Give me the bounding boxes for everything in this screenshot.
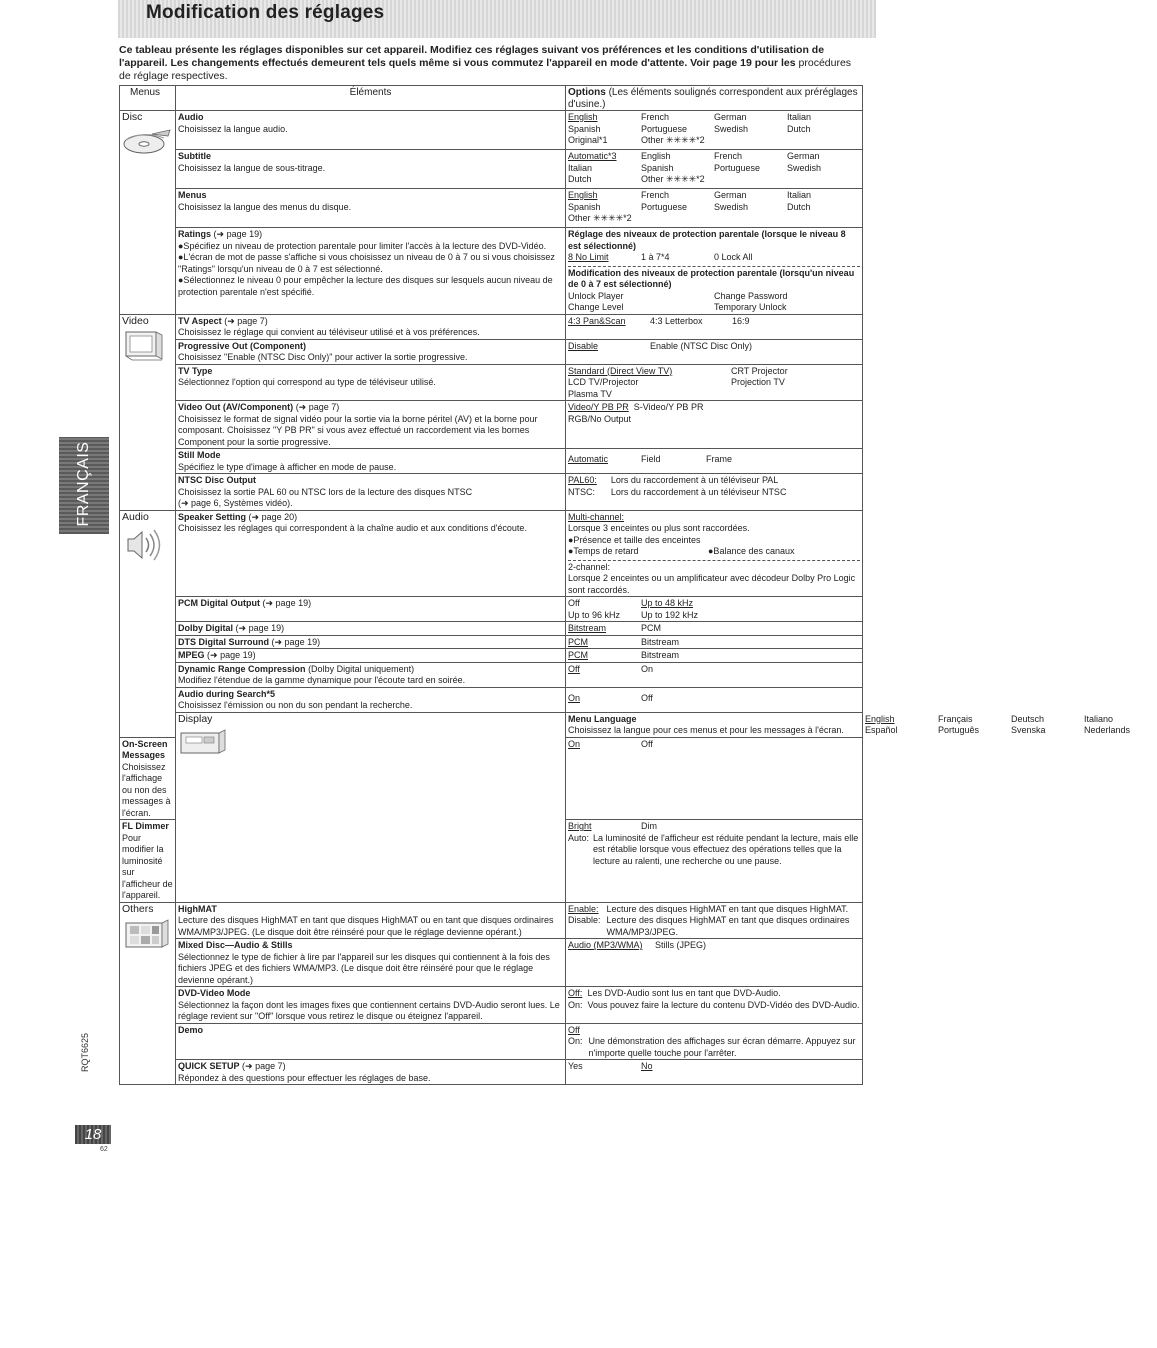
category-label: Disc xyxy=(122,111,143,123)
ratings-bullet-1: ●Spécifiez un niveau de protection parentale pour limiter l'accès à la lecture des DVD-Vidéo. xyxy=(178,240,547,251)
others-demo-options xyxy=(566,1023,863,1060)
category-display xyxy=(176,712,566,902)
setting-desc: (➜ page 6, Systèmes vidéo). xyxy=(178,498,293,508)
option-item: Français xyxy=(938,713,973,724)
audio-speaker-options xyxy=(566,510,863,597)
setting-note: (Dolby Digital uniquement) xyxy=(308,663,415,674)
table-row xyxy=(120,228,863,315)
table-header-row xyxy=(120,86,863,111)
settings-table xyxy=(119,85,1131,1085)
option-item: Spanish xyxy=(568,123,601,134)
setting-name: Subtitle xyxy=(178,151,211,161)
audio-drc-cell xyxy=(176,662,566,687)
category-others xyxy=(120,902,176,1085)
option-item: Swedish xyxy=(787,162,822,173)
display-panel-icon xyxy=(178,727,228,761)
display-osd-options xyxy=(566,737,863,820)
table-row xyxy=(120,510,863,597)
option-item: Other ✳✳✳✳*2 xyxy=(568,213,632,223)
option-item: ●Temps de retard xyxy=(568,546,639,556)
setting-name: Speaker Setting xyxy=(178,511,247,522)
option-item: 8 No Limit xyxy=(568,252,609,262)
option-item: Standard (Direct View TV) xyxy=(568,365,673,376)
option-item: Italian xyxy=(787,190,812,200)
disc-subtitle-cell xyxy=(176,150,566,189)
option-item: Field xyxy=(641,454,661,464)
setting-name: On-Screen Messages xyxy=(122,738,168,760)
setting-name: Audio during Search*5 xyxy=(178,688,276,699)
video-progressive-options xyxy=(566,339,863,364)
option-item: Other ✳✳✳✳*2 xyxy=(641,174,705,184)
option-item: German xyxy=(714,190,747,200)
setting-name: Ratings xyxy=(178,229,212,239)
table-row xyxy=(120,635,863,649)
audio-dolby-options xyxy=(566,622,863,636)
table-row xyxy=(120,649,863,663)
audio-dolby-cell xyxy=(176,622,566,636)
disc-icon xyxy=(122,126,172,160)
option-item: French xyxy=(714,151,743,161)
option-item: Español xyxy=(865,725,898,735)
option-item: Dutch xyxy=(787,123,811,134)
option-item: Swedish xyxy=(714,201,749,212)
option-item: Dutch xyxy=(568,174,592,184)
table-row xyxy=(120,189,863,228)
option-item: Up to 192 kHz xyxy=(641,609,699,620)
others-quick-setup-cell xyxy=(176,1060,566,1085)
option-item: Portuguese xyxy=(641,123,688,134)
option-item: Change Password xyxy=(714,290,788,301)
disc-audio-options xyxy=(566,111,863,150)
option-key: NTSC: xyxy=(568,486,595,497)
option-key: Enable: xyxy=(568,903,599,914)
option-item: Svenska xyxy=(1011,725,1046,735)
option-item: Up to 96 kHz xyxy=(568,609,621,620)
ratings-option-heading: Réglage des niveaux de protection parentale (lorsque le niveau 8 est sélectionné) xyxy=(568,229,846,251)
intro-paragraph xyxy=(119,44,861,83)
setting-name: Mixed Disc—Audio & Stills xyxy=(178,940,293,950)
setting-name: Still Mode xyxy=(178,450,221,460)
others-quick-setup-options xyxy=(566,1060,863,1085)
setting-name: MPEG xyxy=(178,650,205,660)
option-item: Spanish xyxy=(641,162,674,173)
option-item: Italian xyxy=(568,162,593,173)
table-row xyxy=(120,401,863,449)
ratings-bullet-3: ●Sélectionnez le niveau 0 pour empêcher la lecture des disques sur lesquels aucun niveau de protection parentale n'est spécifié. xyxy=(178,275,553,297)
option-item: Up to 48 kHz xyxy=(641,598,694,608)
option-item: Audio (MP3/WMA) xyxy=(568,940,643,950)
option-item: Off xyxy=(568,1024,580,1035)
setting-desc: Choisissez la sortie PAL 60 ou NTSC lors de la lecture des disques NTSC xyxy=(178,486,473,497)
option-item: Italian xyxy=(787,112,812,122)
option-item: Off xyxy=(568,598,580,608)
others-mixed-disc-cell xyxy=(176,939,566,987)
language-side-tab xyxy=(59,437,109,534)
category-disc xyxy=(120,111,176,315)
category-label: Audio xyxy=(122,510,149,523)
table-row xyxy=(120,1060,863,1085)
header-elements: Éléments xyxy=(176,86,566,111)
others-demo-cell xyxy=(176,1023,566,1060)
document-code: RQT6625 xyxy=(80,1032,90,1072)
option-item: ●Présence et taille des enceintes xyxy=(568,534,701,545)
option-value: Lors du raccordement à un téléviseur PAL xyxy=(610,475,779,485)
page-ref: (➜ page 19) xyxy=(235,623,285,633)
page-sub-number: 62 xyxy=(100,1146,108,1153)
option-item: Enable (NTSC Disc Only) xyxy=(650,340,753,351)
setting-name: FL Dimmer xyxy=(122,821,169,831)
setting-name: Audio xyxy=(178,112,204,122)
category-label: Others xyxy=(122,902,154,915)
setting-name: TV Type xyxy=(178,365,213,376)
setting-desc: Choisissez le réglage qui convient au téléviseur utilisé et à vos préférences. xyxy=(178,327,480,337)
intro-last-text: procédures de réglage respectives. xyxy=(119,57,852,82)
video-tv-type-cell xyxy=(176,364,566,401)
video-tv-aspect-cell xyxy=(176,314,566,339)
video-out-cell xyxy=(176,401,566,449)
setting-desc: Choisissez l'affichage ou non des messages à l'écran. xyxy=(122,761,171,818)
table-row xyxy=(120,449,863,474)
audio-speaker-cell xyxy=(176,510,566,597)
option-item: CRT Projector xyxy=(731,365,788,376)
audio-mpeg-cell xyxy=(176,649,566,663)
option-item: Dim xyxy=(641,821,657,831)
option-item: Deutsch xyxy=(1011,713,1045,724)
option-item: English xyxy=(865,713,895,724)
setting-desc: Choisissez la langue audio. xyxy=(178,123,288,134)
setting-name: DVD-Video Mode xyxy=(178,988,251,998)
option-item: Bitstream xyxy=(641,650,680,660)
option-item: Off xyxy=(641,692,653,703)
table-row xyxy=(120,111,863,150)
setting-name: Dolby Digital xyxy=(178,623,234,633)
table-row xyxy=(120,662,863,687)
video-ntsc-options xyxy=(566,474,863,511)
setting-desc: Modifiez l'étendue de la gamme dynamique pour l'écoute tard en soirée. xyxy=(178,675,466,685)
table-row xyxy=(120,687,863,712)
option-item: Unlock Player xyxy=(568,290,624,301)
option-item: Italiano xyxy=(1084,713,1114,724)
setting-name: TV Aspect xyxy=(178,315,222,326)
option-item: German xyxy=(787,151,820,161)
setting-name: PCM Digital Output xyxy=(178,598,260,608)
table-row xyxy=(120,902,863,939)
option-item: Original*1 xyxy=(568,135,608,145)
video-tv-type-options xyxy=(566,364,863,401)
display-fl-dimmer-options xyxy=(566,820,863,903)
setting-name: HighMAT xyxy=(178,903,217,914)
audio-pcm-cell xyxy=(176,597,566,622)
video-out-options xyxy=(566,401,863,449)
audio-search-options xyxy=(566,687,863,712)
option-item: On xyxy=(568,692,581,703)
option-item: Lorsque 2 enceintes ou un amplificateur avec décodeur Dolby Pro Logic sont raccordés. xyxy=(568,573,856,595)
option-item: Bitstream xyxy=(568,623,607,633)
option-item: Stills (JPEG) xyxy=(655,940,707,950)
audio-dts-options xyxy=(566,635,863,649)
option-item: Other ✳✳✳✳*2 xyxy=(641,135,705,145)
table-row xyxy=(120,1023,863,1060)
page-ref: (➜ page 19) xyxy=(207,650,256,660)
option-value: Une démonstration des affichages sur écran démarre. Appuyez sur n'importe quelle touche pour l'arrêter. xyxy=(588,1036,856,1058)
option-value: Les DVD-Audio sont lus en tant que DVD-Audio. xyxy=(587,988,781,998)
option-value: Lecture des disques HighMAT en tant que disques HighMAT. xyxy=(606,903,849,914)
option-item: French xyxy=(641,112,670,122)
setting-name: Video Out (AV/Component) xyxy=(178,402,294,412)
option-item: PCM xyxy=(641,623,661,633)
option-key: Off: xyxy=(568,988,583,998)
setting-name: Menu Language xyxy=(568,713,637,724)
others-mixed-disc-options xyxy=(566,939,863,987)
others-grid-icon xyxy=(122,917,172,955)
setting-desc: Sélectionnez l'option qui correspond au type de téléviseur utilisé. xyxy=(178,377,436,387)
option-item: Nederlands xyxy=(1084,725,1131,735)
table-row xyxy=(120,150,863,189)
page-ref: (➜ page 7) xyxy=(242,1061,286,1071)
setting-desc: Sélectionnez le type de fichier à lire par l'appareil sur les disques qui contiennent à la fois des fichiers JPEG et des fichiers WMA/MP3. (Le disque doit être réinséré pour que le réglage devienne opérant.) xyxy=(178,951,550,985)
table-row xyxy=(120,712,863,737)
side-tab-label: FRANÇAIS xyxy=(75,441,92,527)
option-item: 2-channel: xyxy=(568,561,611,572)
disc-menus-options xyxy=(566,189,863,228)
option-item: S-Video/Y PB PR xyxy=(633,402,704,412)
option-item: RGB/No Output xyxy=(568,413,632,424)
setting-name: Progressive Out (Component) xyxy=(178,340,307,351)
option-item: Portuguese xyxy=(641,201,688,212)
setting-desc: Choisissez la langue pour ces menus et pour les messages à l'écran. xyxy=(568,725,844,735)
option-item: Change Level xyxy=(568,302,624,312)
page-ref: (➜ page 7) xyxy=(224,315,268,326)
page-ref: (➜ page 7) xyxy=(295,402,340,412)
setting-name: Dynamic Range Compression xyxy=(178,663,306,674)
setting-desc: Pour modifier la luminosité sur l'afficheur de l'appareil. xyxy=(122,832,173,900)
setting-desc: Spécifiez le type d'image à afficher en mode de pause. xyxy=(178,461,397,472)
option-item: On xyxy=(568,738,581,749)
video-still-mode-options xyxy=(566,449,863,474)
others-highmat-cell xyxy=(176,902,566,939)
table-row xyxy=(120,622,863,636)
option-item: Lorsque 3 enceintes ou plus sont raccordées. xyxy=(568,523,750,533)
option-item: Português xyxy=(938,725,980,735)
setting-desc: Choisissez le format de signal vidéo pour la sortie via la borne péritel (AV) et la borne pour composant. Choisissez "Y PB PR" si vous avez effectué un raccordement via les bornes Component pour la sortie progressive. xyxy=(178,413,538,447)
setting-desc: Choisissez l'émission ou non du son pendant la recherche. xyxy=(178,700,413,710)
option-item: English xyxy=(568,190,598,200)
option-item: Off xyxy=(568,663,580,674)
disc-audio-cell xyxy=(176,111,566,150)
option-item: French xyxy=(641,190,670,200)
header-options-bold: Options xyxy=(568,87,606,98)
option-item: Frame xyxy=(706,454,733,464)
display-menu-language-cell xyxy=(566,712,863,737)
setting-name: DTS Digital Surround xyxy=(178,636,269,647)
setting-name: NTSC Disc Output xyxy=(178,475,256,485)
option-item: Multi-channel: xyxy=(568,511,625,522)
option-item: 4:3 Letterbox xyxy=(650,315,703,326)
option-key: Disable: xyxy=(568,915,601,925)
category-label: Display xyxy=(178,712,213,725)
setting-name: QUICK SETUP xyxy=(178,1061,240,1071)
audio-mpeg-options xyxy=(566,649,863,663)
option-item: English xyxy=(568,112,598,122)
option-item: Yes xyxy=(568,1061,583,1071)
page-ref: (➜ page 19) xyxy=(262,598,312,608)
option-item: 4:3 Pan&Scan xyxy=(568,315,626,326)
setting-name: Menus xyxy=(178,190,207,200)
header-options-note: (Les éléments soulignés correspondent aux préréglages d'usine.) xyxy=(568,87,858,110)
header-options xyxy=(566,86,863,111)
option-item: German xyxy=(714,112,747,122)
speaker-icon xyxy=(122,525,166,565)
option-item: On xyxy=(641,663,654,674)
option-item: Plasma TV xyxy=(568,388,612,399)
option-item: Swedish xyxy=(714,123,749,134)
option-item: Bright xyxy=(568,821,592,831)
option-item: Spanish xyxy=(568,201,601,212)
video-still-mode-cell xyxy=(176,449,566,474)
audio-drc-options xyxy=(566,662,863,687)
dashed-divider xyxy=(568,560,860,561)
option-value: Lecture des disques HighMAT en tant que disques ordinaires WMA/MP3/JPEG. xyxy=(606,915,850,937)
option-item: Automatic xyxy=(568,454,609,464)
display-osd-cell xyxy=(120,737,176,820)
option-item: Video/Y PB PR xyxy=(568,402,629,412)
setting-desc: Répondez à des questions pour effectuer les réglages de base. xyxy=(178,1072,431,1083)
option-value: Vous pouvez faire la lecture du contenu DVD-Vidéo des DVD-Audio. xyxy=(587,999,860,1010)
option-item: English xyxy=(641,151,671,161)
table-row xyxy=(120,364,863,401)
display-fl-dimmer-cell xyxy=(120,820,176,903)
others-highmat-options xyxy=(566,902,863,939)
option-item: Off xyxy=(641,738,653,749)
option-item: ●Balance des canaux xyxy=(708,546,795,556)
ratings-option-heading: Modification des niveaux de protection parentale (lorsqu'un niveau de 0 à 7 est sélectionné) xyxy=(568,267,855,289)
setting-desc: Choisissez "Enable (NTSC Disc Only)" pour activer la sortie progressive. xyxy=(178,352,468,362)
audio-pcm-options xyxy=(566,597,863,622)
option-item: Temporary Unlock xyxy=(714,302,787,312)
option-item: PCM xyxy=(568,636,588,647)
option-item: Automatic*3 xyxy=(568,151,617,161)
table-row xyxy=(120,987,863,1024)
table-row xyxy=(120,597,863,622)
others-dvd-video-cell xyxy=(176,987,566,1024)
setting-desc: Choisissez la langue des menus du disque. xyxy=(178,201,352,212)
option-item: 0 Lock All xyxy=(714,252,753,262)
option-item: LCD TV/Projector xyxy=(568,377,639,387)
setting-desc: Choisissez les réglages qui correspondent à la chaîne audio et aux conditions d'écoute. xyxy=(178,523,527,533)
option-item: Projection TV xyxy=(731,377,785,387)
category-audio xyxy=(120,510,176,737)
option-key: On: xyxy=(568,999,583,1010)
category-label: Video xyxy=(122,314,149,327)
others-dvd-video-options xyxy=(566,987,863,1024)
page-ref: (➜ page 20) xyxy=(248,511,298,522)
page-ref: (➜ page 19) xyxy=(271,636,321,647)
option-item: No xyxy=(641,1061,653,1071)
option-key: Auto: xyxy=(568,832,590,843)
ratings-bullet-2: ●L'écran de mot de passe s'affiche si vous choisissez un niveau de 0 à 7 ou si vous choisissez "Ratings" lorsqu'un niveau de 0 à 7 est sélectionné. xyxy=(178,252,555,274)
category-video xyxy=(120,314,176,510)
audio-dts-cell xyxy=(176,635,566,649)
setting-desc: Choisissez la langue de sous-titrage. xyxy=(178,162,326,173)
disc-subtitle-options xyxy=(566,150,863,189)
table-row xyxy=(120,474,863,511)
audio-search-cell xyxy=(176,687,566,712)
table-row xyxy=(120,339,863,364)
option-key: PAL60: xyxy=(568,475,597,485)
video-ntsc-cell xyxy=(176,474,566,511)
table-row xyxy=(120,939,863,987)
table-row xyxy=(120,314,863,339)
monitor-icon xyxy=(122,329,166,363)
disc-menus-cell xyxy=(176,189,566,228)
intro-bold-text: Ce tableau présente les réglages disponibles sur cet appareil. Modifiez ces réglages suivant vos préférences et les conditions d'utilisation de l'appareil. Les changements effectués demeurent tels quels même si vous commutez l'appareil en mode d'attente. Voir page 19 pour les xyxy=(119,44,825,69)
video-tv-aspect-options xyxy=(566,314,863,339)
page-ref: (➜ page 19) xyxy=(213,229,263,239)
setting-desc: Sélectionnez la façon dont les images fixes que contiennent certains DVD-Audio seront lues. Le réglage revient sur "Off" lorsque vous retirez le disque ou éteignez l'appareil. xyxy=(178,999,560,1021)
option-item: Disable xyxy=(568,340,599,351)
option-item: Dutch xyxy=(787,201,811,212)
option-item: PCM xyxy=(568,650,588,660)
setting-name: Demo xyxy=(178,1024,204,1035)
option-key: On: xyxy=(568,1036,583,1046)
option-value: La luminosité de l'afficheur est réduite pendant la lecture, mais elle est rétablie lorsque vous effectuez des opérations telles que la lecture au ralenti, une recherche ou une pause. xyxy=(593,832,859,866)
header-menus: Menus xyxy=(120,86,176,111)
option-item: 16:9 xyxy=(732,315,750,326)
option-item: Bitstream xyxy=(641,636,680,647)
option-value: Lors du raccordement à un téléviseur NTSC xyxy=(610,486,787,497)
setting-desc: Lecture des disques HighMAT en tant que disques HighMAT ou en tant que disques ordinaires WMA/MP3/JPEG. (Le disque doit être réinséré pour que le réglage devienne opérant.) xyxy=(178,915,554,937)
disc-ratings-cell xyxy=(176,228,566,315)
dashed-divider xyxy=(568,266,860,267)
page-number: 18 xyxy=(75,1125,111,1144)
option-item: Portuguese xyxy=(714,162,761,173)
disc-ratings-options xyxy=(566,228,863,315)
video-progressive-cell xyxy=(176,339,566,364)
option-item: 1 à 7*4 xyxy=(641,252,670,262)
page-title: Modification des réglages xyxy=(146,2,385,23)
